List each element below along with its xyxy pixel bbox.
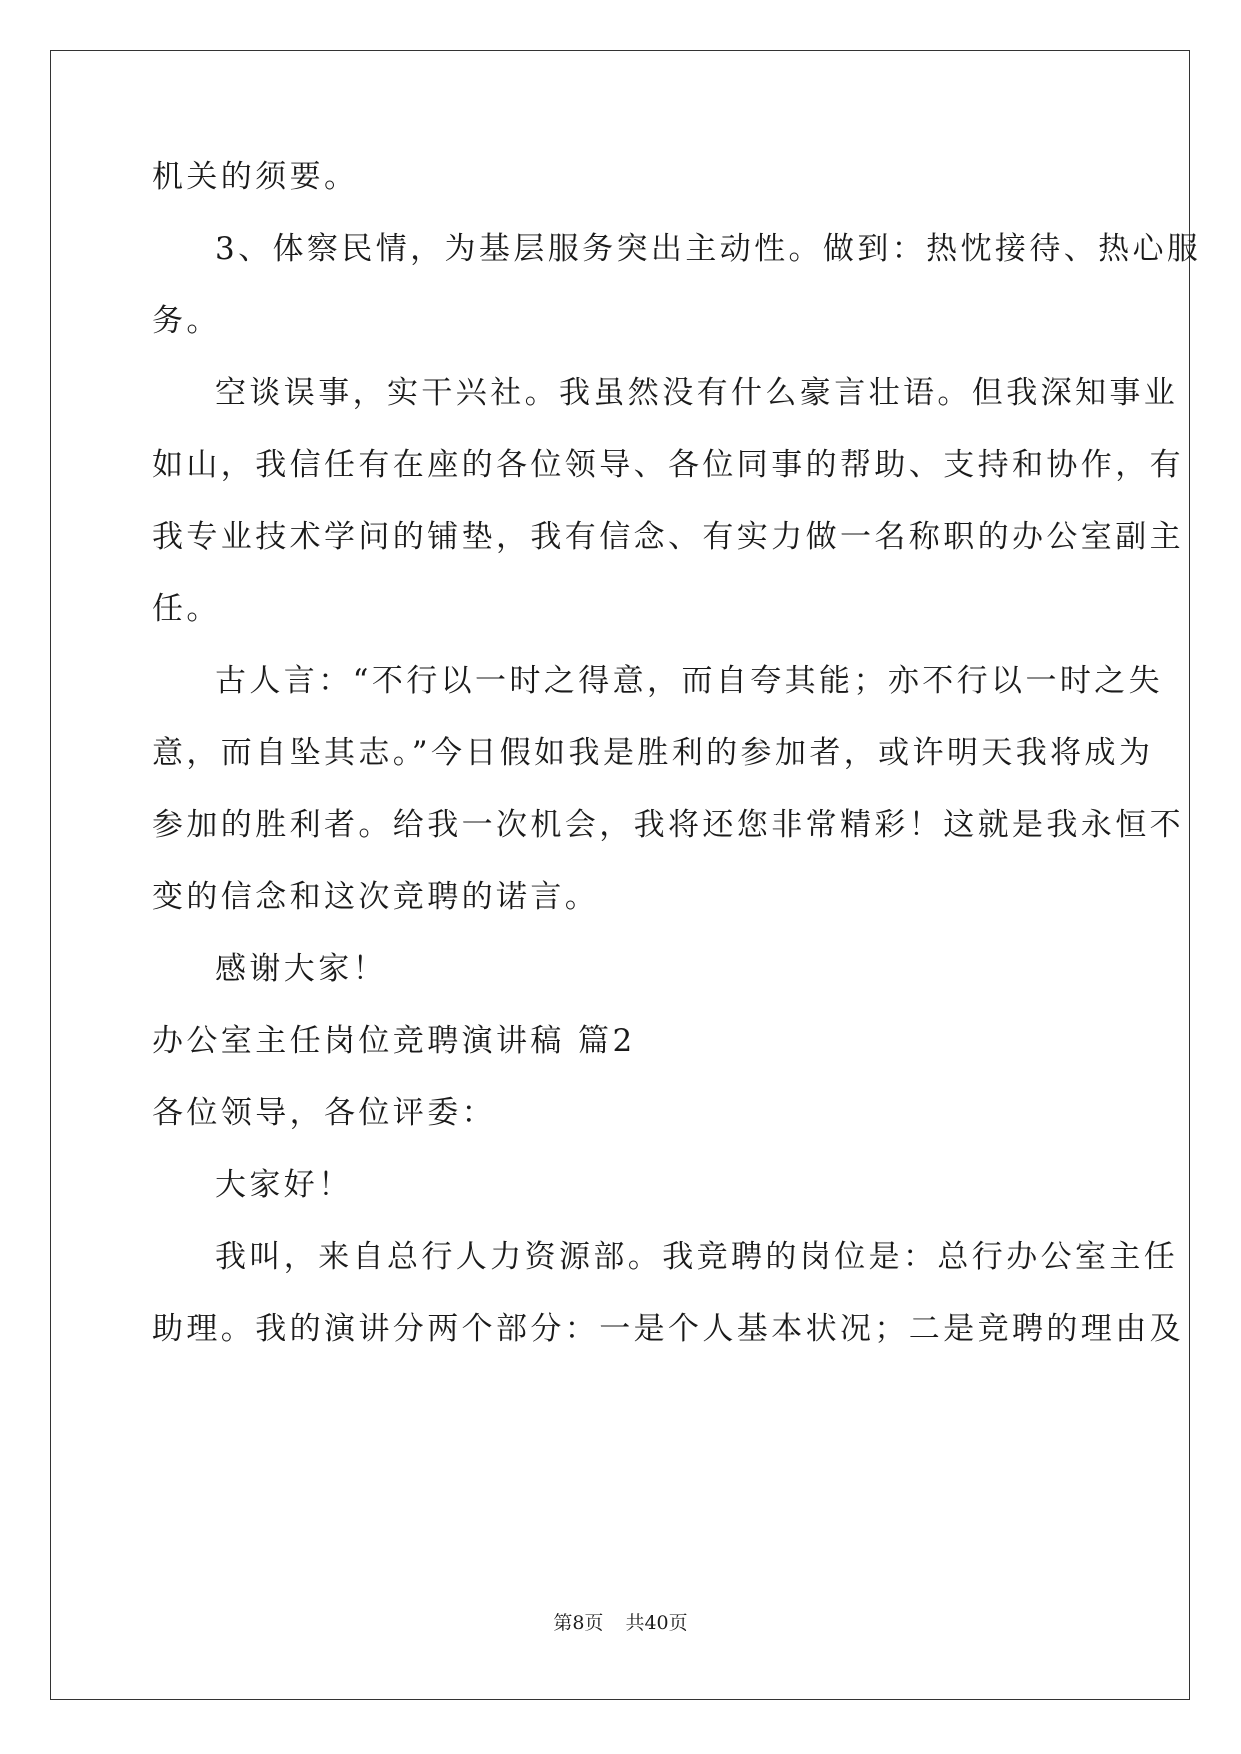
total-pages: 共40页 (625, 1612, 688, 1634)
paragraph-line: 务。 (152, 303, 221, 339)
paragraph-line: 参加的胜利者。给我一次机会，我将还您非常精彩！这就是我永恒不 (152, 807, 1184, 843)
section-heading: 办公室主任岗位竞聘演讲稿 篇2 (152, 1023, 636, 1059)
paragraph-line: 任。 (152, 591, 221, 627)
page-border (50, 50, 1190, 1700)
paragraph-line: 变的信念和这次竞聘的诺言。 (152, 879, 600, 915)
paragraph-line: 助理。我的演讲分两个部分：一是个人基本状况；二是竞聘的理由及 (152, 1311, 1184, 1347)
paragraph-line: 空谈误事，实干兴社。我虽然没有什么豪言壮语。但我深知事业 (215, 375, 1179, 411)
paragraph-line: 我叫，来自总行人力资源部。我竞聘的岗位是：总行办公室主任 (215, 1239, 1179, 1275)
paragraph-line: 古人言：“不行以一时之得意，而自夸其能；亦不行以一时之失 (215, 663, 1164, 699)
paragraph-line: 感谢大家！ (215, 951, 387, 987)
paragraph-line: 意，而自坠其志。”今日假如我是胜利的参加者，或许明天我将成为 (152, 735, 1154, 771)
greeting: 大家好！ (215, 1167, 353, 1203)
paragraph-line: 如山，我信任有在座的各位领导、各位同事的帮助、支持和协作，有 (152, 447, 1184, 483)
current-page-number: 第8页 (553, 1612, 604, 1634)
paragraph-line: 机关的须要。 (152, 159, 359, 195)
salutation: 各位领导，各位评委： (152, 1095, 496, 1131)
paragraph-line: 我专业技术学问的铺垫，我有信念、有实力做一名称职的办公室副主 (152, 519, 1184, 555)
paragraph-line: 3、体察民情，为基层服务突出主动性。做到：热忱接待、热心服 (215, 231, 1202, 267)
page-footer (0, 1608, 1241, 1635)
